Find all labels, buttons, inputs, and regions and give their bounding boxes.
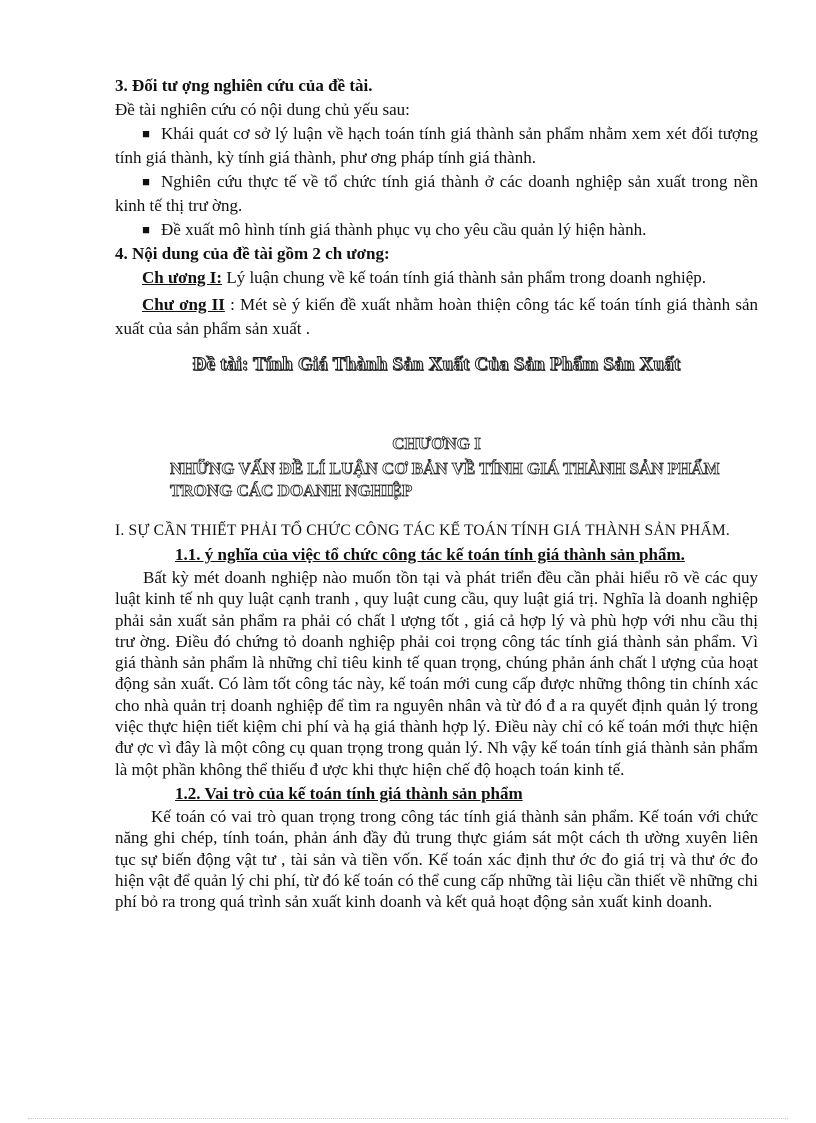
square-bullet-icon: ■ — [142, 222, 150, 237]
chapter-title: NHỮNG VẤN ĐỀ LÍ LUẬN CƠ BẢN VỀ TÍNH GIÁ THÀNH SẢN PHẨM TRONG CÁC DOANH NGHIỆP — [170, 459, 720, 500]
page-bottom-divider — [28, 1118, 788, 1119]
section4-heading: 4. Nội dung của đề tài gồm 2 ch ương: — [115, 244, 390, 263]
decorative-title: Đề tài: Tính Giá Thành Sản Xuất Của Sản Phẩm Sản Xuất — [192, 354, 681, 375]
bullet-item: ■ Khái quát cơ sở lý luận về hạch toán tính giá thành sản phẩm nhằm xem xét đối tượng tính giá thành, kỳ tính giá thành, phư ơng pháp tính giá thành. — [115, 124, 758, 167]
bullet-item: ■ Đề xuất mô hình tính giá thành phục vụ cho yêu cầu quản lý hiện hành. — [115, 218, 758, 242]
subsection-1-2-body: Kế toán có vai trò quan trọng trong công tác tính giá thành sản phẩm. Kế toán với chức năng ghi chép, tính toán, phản ánh đầy đủ trung thực giám sát một cách th ường xuyên liên tục sự biến động vật tư , tài sản và tiền vốn. Kế toán xác định thư ớc đo giá trị và thư ớc đo hiện vật để quản lý chi phí, từ đó kế toán có thể cung cấp những tài liệu cần thiết về những chi phí bỏ ra trong quá trình sản xuất kinh doanh và kết quả hoạt động sản xuất kinh doanh. — [115, 806, 758, 912]
bullet-item: ■ Nghiên cứu thực tế về tổ chức tính giá thành ở các doanh nghiệp sản xuất trong nền kinh tế thị trư ờng. — [115, 172, 758, 215]
chapter-number: CHƯƠNG I — [392, 434, 481, 453]
chapter-2-label: Chư ơng II — [142, 295, 225, 314]
part1-heading: I. SỰ CẦN THIẾT PHẢI TỔ CHỨC CÔNG TÁC KẾ TOÁN TÍNH GIÁ THÀNH SẢN PHẨM. — [115, 522, 730, 539]
chapter-1-line — [115, 266, 758, 290]
subsection-1-1-body: Bất kỳ mét doanh nghiệp nào muốn tồn tại và phát triển đều cần phải hiểu rõ về các quy luật kinh tế nh quy luật cạnh tranh , quy luật cung cầu, quy luật giá trị. Nghĩa là doanh nghiệp phải sản xuất sản phẩm ra phải có chất l ượng tốt , giá cả hợp lý và phù hợp với nhu cầu thị trư ờng. Điều đó chứng tỏ doanh nghiệp phải coi trọng công tác tính giá thành sản phẩm. Vì giá thành sản phẩm là những chỉ tiêu kinh tế quan trọng, chúng phản ánh chất l ượng của hoạt động sản xuất. Có làm tốt công tác này, kế toán mới cung cấp được những thông tin chính xác cho nhà quản trị doanh nghiệp để tìm ra nguyên nhân và từ đó đ a ra quyết định quản lý trong việc thực hiện tiết kiệm chi phí và hạ giá thành hợp lý. Điều này chỉ có kế toán mới thực hiện đư ợc vì đây là một công cụ quan trọng trong quản lý. Nh vậy kế toán tính giá thành sản phẩm là một phần không thể thiếu đ ược khi thực hiện chế độ hoạch toán kinh tế. — [115, 568, 758, 779]
document-page — [115, 74, 758, 912]
chapter-1-label: Ch ương I: — [142, 268, 223, 287]
square-bullet-icon: ■ — [142, 126, 150, 141]
section3-heading: 3. Đối tư ợng nghiên cứu của đề tài. — [115, 76, 373, 95]
section3-intro: Đề tài nghiên cứu có nội dung chủ yếu sau: — [115, 100, 410, 119]
chapter-2-text: : Mét sè ý kiến đề xuất nhằm hoàn thiện công tác kế toán tính giá thành sản xuất của sản phẩm sản xuất . — [115, 295, 758, 338]
chapter-2-line — [115, 293, 758, 341]
subsection-1-1-heading: 1.1. ý nghĩa của việc tổ chức công tác kế toán tính giá thành sản phẩm. — [175, 545, 685, 564]
subsection-1-2-heading: 1.2. Vai trò của kế toán tính giá thành sản phẩm — [175, 783, 523, 803]
chapter-1-text: Lý luận chung về kế toán tính giá thành sản phẩm trong doanh nghiệp. — [222, 268, 706, 287]
square-bullet-icon: ■ — [142, 174, 150, 189]
